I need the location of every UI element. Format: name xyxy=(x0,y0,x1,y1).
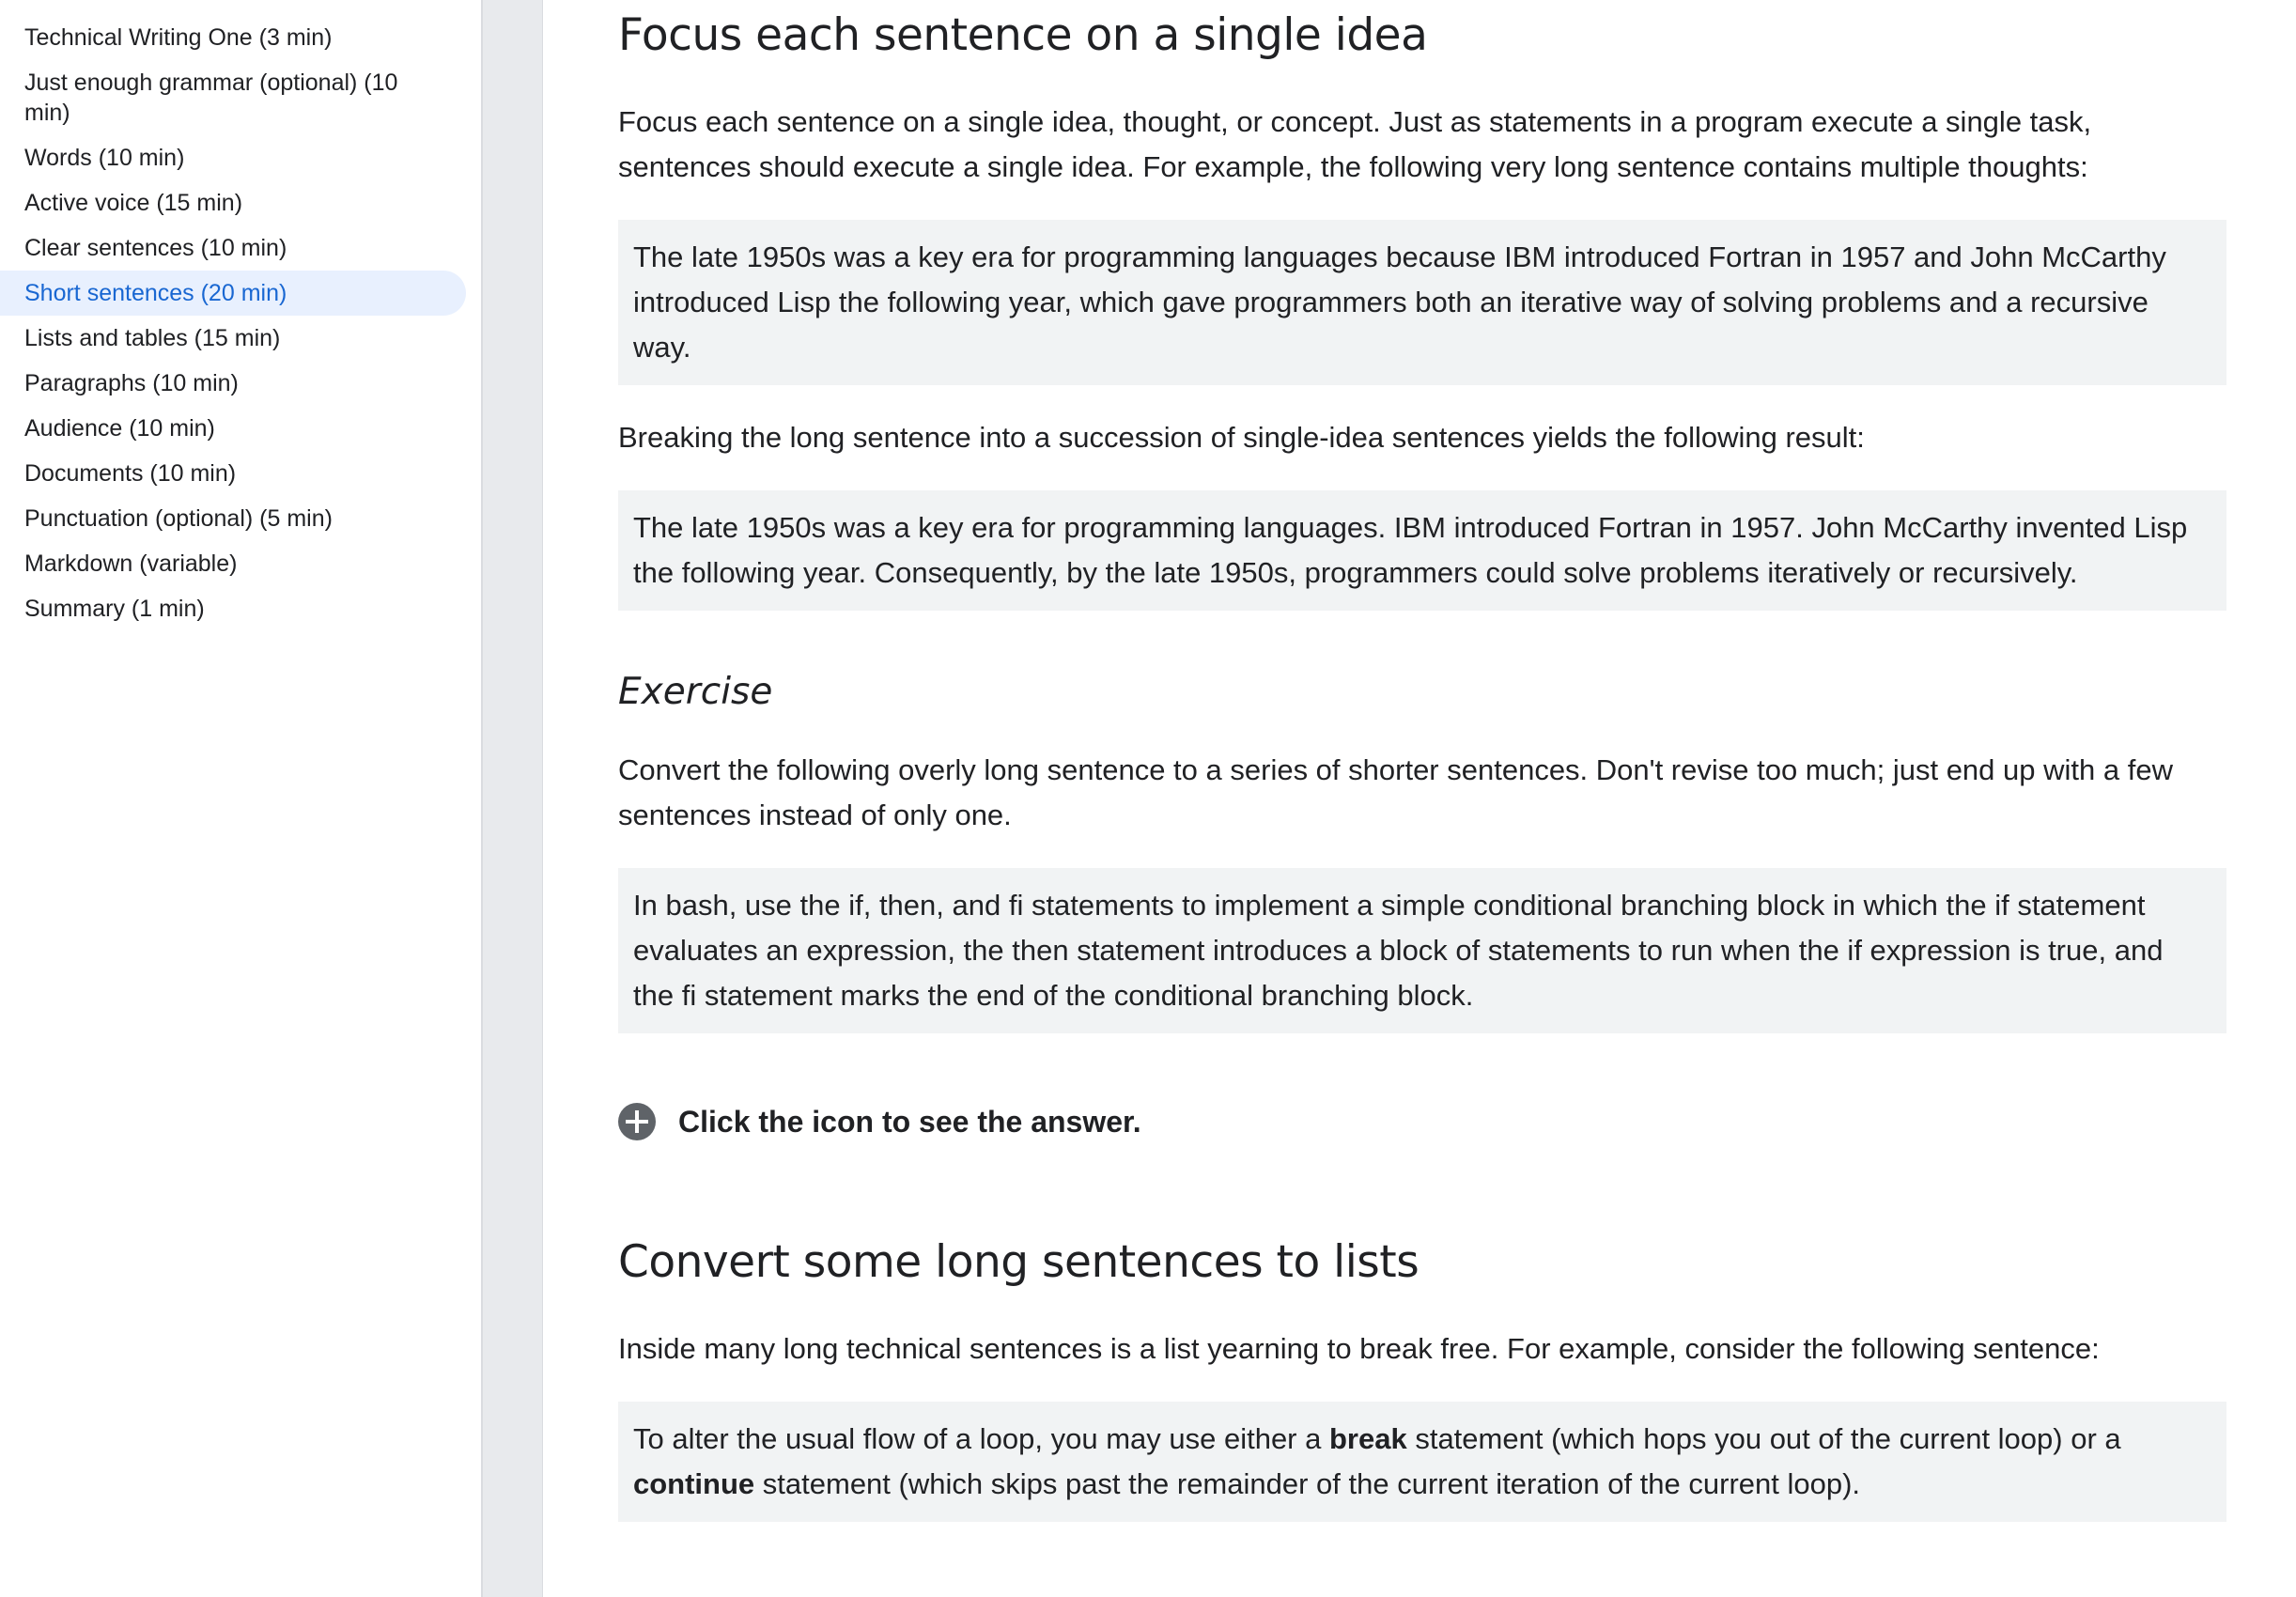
sidebar-item-technical-writing-one[interactable]: Technical Writing One (3 min) xyxy=(24,24,333,51)
example-loop-sentence xyxy=(618,1402,2226,1522)
example-text-part: statement (which hops you out of the current loop) or a xyxy=(1406,1422,2121,1455)
sidebar-nav xyxy=(0,0,483,1597)
section-intro-paragraph: Focus each sentence on a single idea, thought, or concept. Just as statements in a program execute a single task, sentences should execute a single idea. For example, the following very long sentence contains multiple thoughts: xyxy=(618,105,2092,183)
example-long-sentence: The late 1950s was a key era for programming languages because IBM introduced Fortran in 1957 and John McCarthy introduced Lisp the following year, which gave programmers both an iterative way of solving problems and a recursive way. xyxy=(618,220,2226,385)
example-text-part: statement (which skips past the remainder of the current iteration of the current loop). xyxy=(754,1467,1861,1500)
transition-paragraph: Breaking the long sentence into a succession of single-idea sentences yields the following result: xyxy=(618,421,1865,454)
exercise-sentence: In bash, use the if, then, and fi statements to implement a simple conditional branching block in which the if statement evaluates an expression, the then statement introduces a block of statements to run when the if expression is true, and the fi statement marks the end of the conditional branching block. xyxy=(618,868,2226,1033)
lists-intro-paragraph: Inside many long technical sentences is a list yearning to break free. For example, consider the following sentence: xyxy=(618,1332,2100,1365)
keyword-continue: continue xyxy=(633,1467,755,1500)
sidebar-item-summary[interactable]: Summary (1 min) xyxy=(24,596,205,622)
sidebar-item-short-sentences[interactable]: Short sentences (20 min) xyxy=(0,271,466,316)
sidebar-item-markdown[interactable]: Markdown (variable) xyxy=(24,550,238,577)
show-answer-label[interactable]: Click the icon to see the answer. xyxy=(678,1105,1141,1139)
plus-circle-icon[interactable] xyxy=(618,1103,656,1140)
sidebar-item-words[interactable]: Words (10 min) xyxy=(24,145,185,171)
sidebar-item-active-voice[interactable]: Active voice (15 min) xyxy=(24,190,243,216)
article-content xyxy=(618,0,2226,1597)
exercise-instructions: Convert the following overly long sentence to a series of shorter sentences. Don't revise too much; just end up with a few sentences instead of only one. xyxy=(618,753,2173,831)
sidebar-item-punctuation[interactable]: Punctuation (optional) (5 min) xyxy=(24,505,333,532)
sidebar-item-just-enough-grammar[interactable]: Just enough grammar (optional) (10 min) xyxy=(24,70,398,126)
sidebar-item-documents[interactable]: Documents (10 min) xyxy=(24,460,237,487)
sidebar-item-lists-and-tables[interactable]: Lists and tables (15 min) xyxy=(24,325,281,351)
page-gutter xyxy=(483,0,543,1597)
sidebar-item-clear-sentences[interactable]: Clear sentences (10 min) xyxy=(24,235,287,261)
example-short-sentences: The late 1950s was a key era for programming languages. IBM introduced Fortran in 1957. John McCarthy invented Lisp the following year. Consequently, by the late 1950s, programmers could solve problems iteratively or recursively. xyxy=(618,490,2226,611)
show-answer-expander[interactable] xyxy=(618,1103,2226,1140)
sidebar-item-paragraphs[interactable]: Paragraphs (10 min) xyxy=(24,370,239,396)
sidebar-item-audience[interactable]: Audience (10 min) xyxy=(24,415,215,442)
keyword-break: break xyxy=(1328,1422,1407,1455)
exercise-heading: Exercise xyxy=(618,671,773,713)
example-text-part: To alter the usual flow of a loop, you may use either a xyxy=(633,1422,1329,1455)
section-heading-single-idea: Focus each sentence on a single idea xyxy=(618,9,1428,61)
section-heading-lists: Convert some long sentences to lists xyxy=(618,1236,1419,1288)
